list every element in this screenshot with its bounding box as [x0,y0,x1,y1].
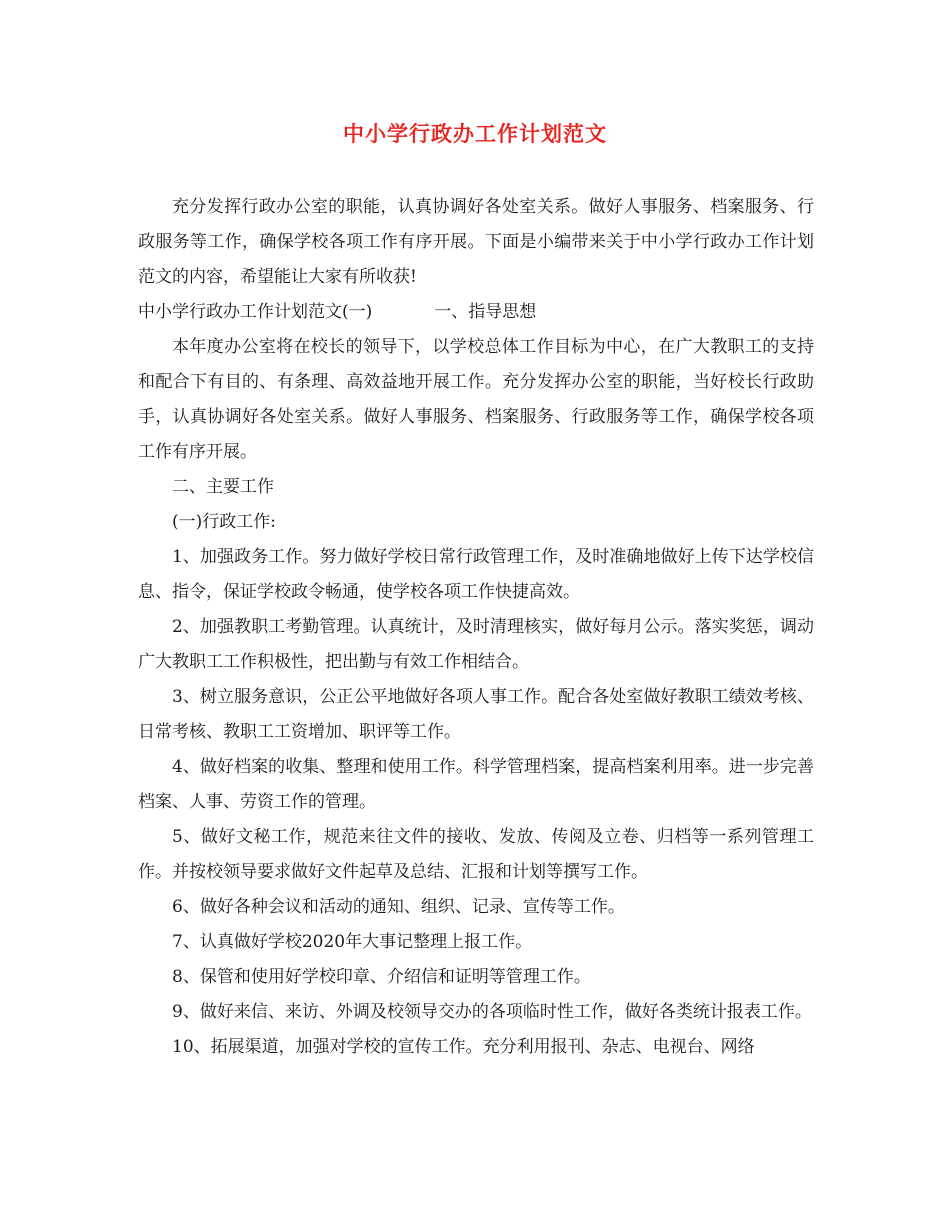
list-item: 4、做好档案的收集、整理和使用工作。科学管理档案，提高档案利用率。进一步完善档案、人事、劳资工作的管理。 [138,757,814,812]
guide-paragraph: 本年度办公室将在校长的领导下，以学校总体工作目标为中心，在广大教职工的支持和配合下有目的、有条理、高效益地开展工作。充分发挥办公室的职能，当好校长行政助手，认真协调好各处室关系。做好人事服务、档案服务、行政服务等工作，确保学校各项工作有序开展。 [138,337,814,462]
document-body [138,190,814,1065]
list-item: 2、加强教职工考勤管理。认真统计，及时清理核实，做好每月公示。落实奖惩，调动广大教职工工作积极性，把出勤与有效工作相结合。 [138,617,814,672]
section-heading-line [138,295,814,330]
document-title: 中小学行政办工作计划范文 [343,121,607,146]
list-item: 9、做好来信、来访、外调及校领导交办的各项临时性工作，做好各类统计报表工作。 [172,1002,812,1022]
intro-paragraph: 充分发挥行政办公室的职能，认真协调好各处室关系。做好人事服务、档案服务、行政服务等工作，确保学校各项工作有序开展。下面是小编带来关于中小学行政办工作计划范文的内容，希望能让大家有所收获! [138,197,814,287]
list-item: 6、做好各种会议和活动的通知、组织、记录、宣传等工作。 [172,897,625,917]
section-heading: 中小学行政办工作计划范文(一) [138,302,373,322]
list-item: 3、树立服务意识，公正公平地做好各项人事工作。配合各处室做好教职工绩效考核、日常考核、教职工工资增加、职评等工作。 [138,687,814,742]
main-work-heading: 二、主要工作 [172,477,274,497]
list-item: 10、拓展渠道，加强对学校的宣传工作。充分利用报刊、杂志、电视台、网络 [172,1037,755,1057]
list-item: 7、认真做好学校2020年大事记整理上报工作。 [172,932,533,952]
list-item: 1、加强政务工作。努力做好学校日常行政管理工作，及时准确地做好上传下达学校信息、指令，保证学校政令畅通，使学校各项工作快捷高效。 [138,547,814,602]
list-item: 5、做好文秘工作，规范来往文件的接收、发放、传阅及立卷、归档等一系列管理工作。并按校领导要求做好文件起草及总结、汇报和计划等撰写工作。 [138,827,814,882]
list-item: 8、保管和使用好学校印章、介绍信和证明等管理工作。 [172,967,591,987]
admin-work-subheading: (一)行政工作: [172,512,276,532]
guide-heading: 一、指导思想 [434,302,537,322]
